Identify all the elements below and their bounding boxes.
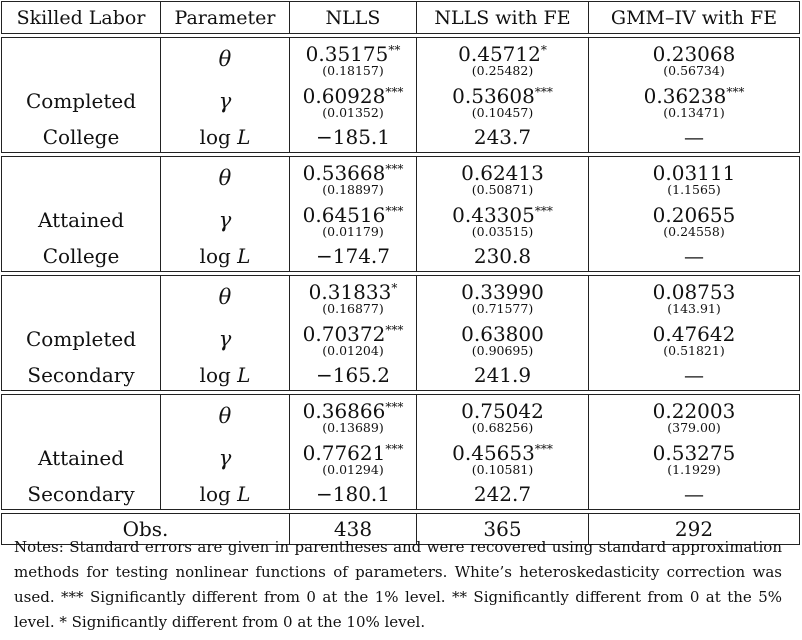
estimate-cell [290,395,417,438]
estimate-cell [290,38,417,81]
estimate-number: 0.53275 [652,441,736,465]
table-row [2,395,800,438]
estimate-value [589,40,799,64]
row-label: College [2,241,161,272]
estimate-number: 0.70372 [302,322,386,346]
estimate-cell [589,157,800,200]
standard-error: (0.13689) [322,420,384,435]
estimate-value [589,439,799,463]
estimate-number: 0.22003 [652,399,736,423]
estimate-value [290,397,416,421]
estimate-number: 0.64516 [302,203,386,227]
standard-error: (0.18157) [322,63,384,78]
logl-var: L [237,482,251,506]
estimate-cell [290,318,417,360]
standard-error: (0.01352) [322,105,384,120]
header-parameter: Parameter [161,2,290,34]
estimate-cell [417,80,589,122]
header-row [2,2,800,34]
estimate-value [417,201,588,225]
estimate-cell [417,199,589,241]
estimate-value [417,439,588,463]
estimate-value [290,439,416,463]
significance-stars: *** [385,162,404,176]
results-table [1,1,800,545]
estimate-cell [290,80,417,122]
logl-prefix: log [199,482,238,506]
estimate-number: 0.31833 [308,280,392,304]
row-label [2,38,161,81]
estimate-number: 0.53608 [452,84,535,108]
significance-stars: ** [388,43,401,57]
loglik-value: 241.9 [417,360,589,391]
standard-error: (0.51821) [663,343,725,358]
standard-error: (0.10581) [471,462,534,477]
estimate-number: 0.75042 [461,399,544,423]
standard-error: (0.10457) [471,105,534,120]
estimate-value [589,201,799,225]
estimate-value [290,40,416,64]
table-row [2,479,800,510]
estimate-number: 0.36866 [302,399,386,423]
loglik-value: −185.1 [290,122,417,153]
estimate-value [589,320,799,344]
standard-error: (0.24558) [663,224,725,239]
standard-error: (0.13471) [663,105,725,120]
standard-error: (143.91) [667,301,721,316]
estimate-cell [417,318,589,360]
standard-error: (0.03515) [471,224,534,239]
standard-error: (0.18897) [322,182,384,197]
estimate-number: 0.53668 [302,161,386,185]
estimate-number: 0.36238 [643,84,727,108]
significance-stars: *** [385,204,404,218]
estimate-cell [589,199,800,241]
estimate-value [290,201,416,225]
row-label [2,395,161,438]
estimate-cell [589,318,800,360]
param-theta: θ [161,38,290,81]
obs-value: 292 [589,514,800,545]
significance-stars: *** [385,400,404,414]
estimate-cell [290,276,417,319]
estimate-cell [290,157,417,200]
estimate-value [589,278,799,302]
row-label: College [2,122,161,153]
table-row [2,318,800,360]
estimate-value [417,40,588,64]
estimate-value [589,159,799,183]
standard-error: (1.1929) [667,462,721,477]
estimate-cell [417,437,589,479]
logl-prefix: log [199,125,238,149]
loglik-value: — [589,479,800,510]
estimate-value [417,320,588,344]
row-label: Attained [2,199,161,241]
significance-stars: * [540,43,547,57]
loglik-value: — [589,122,800,153]
loglik-value: 230.8 [417,241,589,272]
param-logl [161,122,290,153]
header-nlls: NLLS [290,2,417,34]
estimate-cell [589,276,800,319]
estimate-value [417,82,588,106]
estimate-number: 0.63800 [461,322,544,346]
header-skilled-labor: Skilled Labor [2,2,161,34]
row-label [2,276,161,319]
standard-error: (0.90695) [471,343,534,358]
table-row [2,241,800,272]
param-logl [161,479,290,510]
loglik-value: −180.1 [290,479,417,510]
table-notes: Notes: Standard errors are given in parentheses and were recovered using standard approximation methods for testing nonlinear functions of parameters. White’s heteroskedasticity correction was used. *** Significantly different from 0 at the 1% level. ** Significantly different from 0 at the 5% level. * Significantly different from 0 at the 10% level. [14,538,782,631]
estimate-number: 0.47642 [652,322,736,346]
estimate-number: 0.43305 [452,203,535,227]
standard-error: (0.56734) [663,63,725,78]
row-label: Completed [2,318,161,360]
estimate-value [417,159,588,183]
significance-stars: *** [385,442,404,456]
estimate-value [290,82,416,106]
estimate-number: 0.77621 [302,441,386,465]
estimate-value [589,397,799,421]
table-row [2,157,800,200]
obs-value: 438 [290,514,417,545]
logl-var: L [237,244,251,268]
standard-error: (0.01294) [322,462,384,477]
standard-error: (0.01204) [322,343,384,358]
param-gamma: γ [161,80,290,122]
estimate-cell [589,395,800,438]
standard-error: (0.50871) [471,182,534,197]
estimate-number: 0.62413 [461,161,544,185]
header-nlls-fe: NLLS with FE [417,2,589,34]
logl-prefix: log [199,363,238,387]
estimate-value [290,159,416,183]
standard-error: (0.71577) [471,301,534,316]
estimate-number: 0.45712 [458,42,541,66]
estimate-number: 0.33990 [461,280,544,304]
estimate-cell [589,38,800,81]
standard-error: (0.68256) [471,420,534,435]
estimate-number: 0.08753 [652,280,736,304]
param-gamma: γ [161,318,290,360]
table-row [2,276,800,319]
estimate-cell [290,199,417,241]
param-gamma: γ [161,437,290,479]
row-label: Completed [2,80,161,122]
estimate-number: 0.20655 [652,203,736,227]
significance-stars: *** [534,204,553,218]
estimate-cell [417,276,589,319]
row-label: Secondary [2,479,161,510]
obs-label: Obs. [2,514,290,545]
significance-stars: *** [534,85,553,99]
estimate-cell [589,80,800,122]
param-theta: θ [161,276,290,319]
row-label: Secondary [2,360,161,391]
param-logl [161,360,290,391]
loglik-value: 243.7 [417,122,589,153]
obs-value: 365 [417,514,589,545]
standard-error: (0.01179) [322,224,384,239]
estimate-cell [290,437,417,479]
loglik-value: — [589,241,800,272]
estimate-value [417,278,588,302]
standard-error: (379.00) [667,420,721,435]
significance-stars: *** [726,85,745,99]
loglik-value: — [589,360,800,391]
header-gmm-iv-fe: GMM–IV with FE [589,2,800,34]
row-label [2,157,161,200]
estimate-value [290,278,416,302]
row-label: Attained [2,437,161,479]
table-row [2,199,800,241]
estimate-value [417,397,588,421]
logl-var: L [237,125,251,149]
significance-stars: *** [385,323,404,337]
estimate-number: 0.35175 [305,42,389,66]
loglik-value: −174.7 [290,241,417,272]
significance-stars: *** [534,442,553,456]
logl-prefix: log [199,244,238,268]
table-row [2,122,800,153]
param-logl [161,241,290,272]
param-theta: θ [161,395,290,438]
estimate-number: 0.23068 [652,42,736,66]
logl-var: L [237,363,251,387]
estimate-number: 0.60928 [302,84,386,108]
estimate-number: 0.45653 [452,441,535,465]
param-theta: θ [161,157,290,200]
loglik-value: −165.2 [290,360,417,391]
estimate-number: 0.03111 [652,161,736,185]
results-body [2,34,800,545]
standard-error: (1.1565) [667,182,721,197]
significance-stars: * [391,281,398,295]
table-row [2,80,800,122]
standard-error: (0.25482) [471,63,534,78]
table-row [2,437,800,479]
estimate-cell [589,437,800,479]
significance-stars: *** [385,85,404,99]
table-row [2,38,800,81]
param-gamma: γ [161,199,290,241]
table-row [2,360,800,391]
standard-error: (0.16877) [322,301,384,316]
estimate-cell [417,38,589,81]
loglik-value: 242.7 [417,479,589,510]
estimate-cell [417,157,589,200]
estimate-cell [417,395,589,438]
estimate-value [589,82,799,106]
estimate-value [290,320,416,344]
